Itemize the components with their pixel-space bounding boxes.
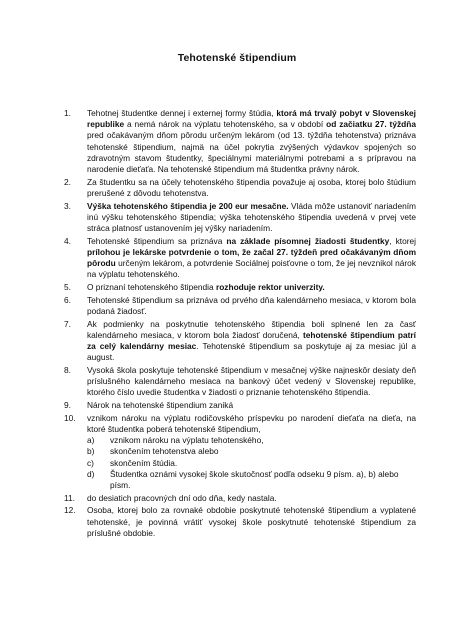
list-item — [64, 108, 416, 175]
list-item-text — [87, 413, 416, 434]
bold-text-segment: rozhoduje rektor univerzity. — [215, 282, 325, 293]
list-item — [64, 413, 416, 491]
text-segment: , ktorej — [389, 235, 416, 246]
list-item-number: 7. — [64, 318, 71, 329]
bold-text-segment: ktorá má trvalý pobyt v Slovenskej republike — [87, 108, 416, 130]
sub-list-text: Študentka oznámi vysokej škole skutočnosť podľa odseku 9 písm. a), b) alebo písm. — [110, 468, 399, 490]
list-item — [64, 236, 416, 281]
sub-list-text: skončením štúdia. — [110, 457, 178, 468]
list-item-number: 8. — [64, 364, 71, 375]
text-segment: pred očakávaným dňom pôrodu určeným lekárom (od 13. týždňa tehotenstva) priznáva tehotenské štipendium, najmä na účel pokrytia zvýšených výdavkov spojených so zdravotným stavom študentky, špeciálnymi materiálnymi potrebami a s prípravou na narodenie dieťaťa. Na tehotenské štipendium má študentka právny nárok. — [87, 130, 416, 175]
list-item-number: 6. — [64, 294, 71, 305]
list-item — [64, 282, 416, 293]
bold-text-segment: od začiatku 27. týždňa — [326, 119, 416, 130]
bold-text-segment: Výška tehotenského štipendia je 200 eur mesačne. — [87, 200, 289, 211]
list-item-text — [87, 282, 325, 292]
text-segment: do desiatich pracovných dní odo dňa, kedy nastala. — [87, 492, 277, 503]
text-segment: určeným lekárom, a potvrdenie Sociálnej poisťovne o tom, že jej nevznikol nárok na výplatu tehotenského. — [87, 258, 416, 280]
list-item — [64, 201, 416, 235]
list-item-number: 9. — [64, 400, 71, 411]
bold-text-segment: tehotenské štipendium patrí za celý kalendárny mesiac — [87, 329, 416, 352]
list-item-number: 5. — [64, 282, 71, 293]
list-item-text — [87, 236, 416, 280]
text-segment: Za študentku sa na účely tehotenského štipendia považuje aj osoba, ktorej bolo štúdium prerušené z dôvodu tehotenstva. — [87, 176, 416, 198]
sub-list-item — [87, 458, 416, 469]
list-item-text — [87, 177, 416, 198]
bold-text-segment: prílohou je lekárske potvrdenie o tom, že začal 27. týždeň pred očakávaným dňom pôrodu — [87, 246, 416, 269]
list-item — [64, 505, 416, 539]
list-item-number: 3. — [64, 200, 71, 211]
text-segment: Osoba, ktorej bolo za rovnaké obdobie poskytnuté tehotenské štipendium a vyplatené tehotenské, je povinná vrátiť vysokej škole poskytnuté tehotenské štipendium za príslušné obdobie. — [87, 505, 416, 538]
sub-list-letter: c) — [87, 457, 94, 468]
text-segment: Vláda môže ustanoviť nariadením inú výšku tehotenského štipendia; výška tehotenského štipendia uvedená v prvej vete stráca platnosť ustanovením jej výšky nariadením. — [87, 200, 416, 234]
text-segment: a nemá nárok na výplatu tehotenského, sa v období — [124, 119, 327, 130]
text-segment: Nárok na tehotenské štipendium zaniká — [87, 400, 234, 411]
text-segment: Tehotenské štipendium sa priznáva od prvého dňa kalendárneho mesiaca, v ktorom bola podaná žiadosť. — [87, 294, 416, 316]
bold-text-segment: na základe písomnej žiadosti študentky — [226, 235, 390, 246]
list-item — [64, 365, 416, 399]
list-item-number: 11. — [64, 492, 75, 503]
list-item-text — [87, 201, 416, 233]
sub-list-letter: d) — [87, 468, 95, 479]
list-item — [64, 493, 416, 504]
list-item — [64, 319, 416, 364]
list-item-text — [87, 319, 416, 363]
text-segment: Tehotenské štipendium sa priznáva — [87, 235, 227, 246]
document-title: Tehotenské štipendium — [177, 52, 297, 64]
text-segment: Ak podmienky na poskytnutie tehotenského štipendia boli splnené len za časť kalendárneho mesiaca, v ktorom bola žiadosť doručená, — [87, 318, 416, 340]
text-segment: Vysoká škola poskytuje tehotenské štipendium v mesačnej výške najneskôr desiaty deň príslušného kalendárneho mesiaca na bankový účet vedený v Slovenskej republike, ktorého číslo uvedie študentka v žiadosti o priznanie tehotenského štipendia. — [87, 364, 416, 398]
sub-list-letter: a) — [87, 435, 95, 446]
sub-list-item — [87, 469, 416, 491]
text-segment: Tehotnej študentke dennej i externej formy štúdia, — [87, 108, 277, 118]
list-item-text — [87, 493, 277, 503]
sub-list-letter: b) — [87, 446, 95, 457]
sub-list-text: skončením tehotenstva alebo — [110, 446, 219, 457]
text-segment: vznikom nároku na výplatu rodičovského príspevku po narodení dieťaťa na dieťa, na ktoré študentka poberá tehotenské štipendium, — [87, 412, 416, 434]
list-item-text — [87, 505, 416, 537]
list-item-text — [87, 365, 416, 397]
list-item-number: 12. — [64, 505, 76, 516]
sub-list-text: vznikom nároku na výplatu tehotenského, — [110, 435, 264, 446]
list-item-number: 10. — [64, 412, 76, 423]
list-item-text — [87, 295, 416, 316]
list-item-number: 2. — [64, 176, 71, 187]
list-item-number: 1. — [64, 108, 71, 118]
list-item-text — [87, 400, 233, 410]
sub-list-item — [87, 446, 416, 457]
list-item-text — [87, 108, 416, 174]
numbered-list — [64, 108, 416, 541]
list-item — [64, 295, 416, 317]
sub-list-item — [87, 435, 416, 446]
list-item — [64, 177, 416, 199]
list-item-number: 4. — [64, 235, 71, 246]
text-segment: O priznaní tehotenského štipendia — [87, 282, 216, 293]
list-item — [64, 400, 416, 411]
text-segment: . Tehotenské štipendium sa poskytuje aj za mesiac júl a august. — [87, 341, 416, 363]
